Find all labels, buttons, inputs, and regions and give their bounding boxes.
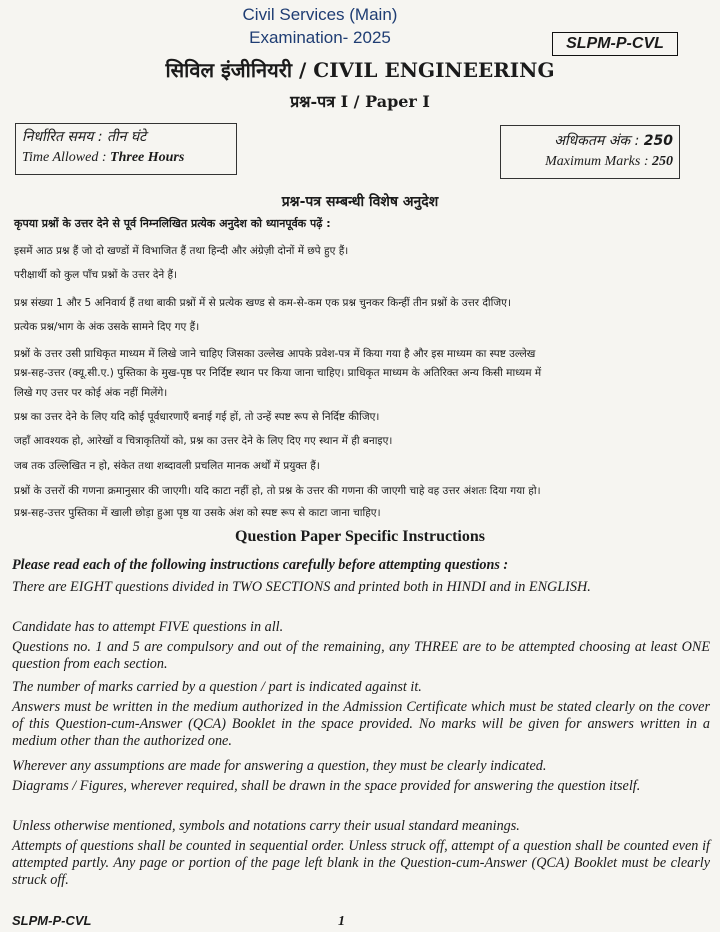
english-instruction-paragraph: Questions no. 1 and 5 are compulsory and out of the remaining, any THREE are to be attempted choosing at least ONE question from each section. [12, 639, 710, 672]
maximum-marks-english [545, 154, 673, 170]
time-allowed-hindi: निर्धारित समय : तीन घंटे [22, 129, 147, 145]
hindi-instructions-heading: प्रश्न-पत्र सम्बन्धी विशेष अनुदेश [281, 194, 439, 210]
page-number: 1 [338, 914, 345, 929]
maximum-marks-box [500, 125, 680, 179]
hindi-instruction-line: लिखे गए उत्तर पर कोई अंक नहीं मिलेंगे। [14, 387, 168, 399]
hindi-instruction-line: कृपया प्रश्नों के उत्तर देने से पूर्व निम्नलिखित प्रत्येक अनुदेश को ध्यानपूर्वक पढ़ें : [14, 217, 331, 230]
marks-hindi-label: अधिकतम अंक : [554, 133, 644, 149]
english-instruction-paragraph: Diagrams / Figures, wherever required, shall be drawn in the space provided for answering the question itself. [12, 778, 641, 794]
english-instruction-paragraph: Unless otherwise mentioned, symbols and notations carry their usual standard meanings. [12, 818, 520, 834]
time-allowed-label: Time Allowed : [22, 150, 111, 165]
hindi-instruction-line: इसमें आठ प्रश्न हैं जो दो खण्डों में विभाजित हैं तथा हिन्दी और अंग्रेज़ी दोनों में छपे हुए हैं। [14, 245, 349, 257]
marks-hindi-value: 250 [643, 133, 673, 149]
english-instruction-paragraph: There are EIGHT questions divided in TWO SECTIONS and printed both in HINDI and in ENGLISH. [12, 579, 591, 595]
hindi-instruction-line: जहाँ आवश्यक हो, आरेखों व चित्राकृतियों को, प्रश्न का उत्तर देने के लिए दिए गए स्थान में ही बनाइए। [14, 435, 393, 447]
exam-name-line2: Examination- 2025 [249, 28, 391, 47]
hindi-instruction-line: परीक्षार्थी को कुल पाँच प्रश्नों के उत्तर देने हैं। [14, 269, 178, 281]
hindi-instruction-line: जब तक उल्लिखित न हो, संकेत तथा शब्दावली प्रचलित मानक अर्थों में प्रयुक्त हैं। [14, 460, 320, 472]
hindi-instruction-line: प्रश्नों के उत्तरों की गणना क्रमानुसार की जाएगी। यदि काटा नहीं हो, तो प्रश्न के उत्तर की गणना की जाएगी चाहे वह उत्तर अंशतः दिया गया हो। [14, 485, 541, 497]
hindi-instruction-line: प्रश्न-सह-उत्तर पुस्तिका में खाली छोड़ा हुआ पृष्ठ या उसके अंश को स्पष्ट रूप से काटा जाना चाहिए। [14, 507, 381, 519]
paper-code-box: SLPM-P-CVL [552, 32, 678, 56]
english-instruction-paragraph: Attempts of questions shall be counted in sequential order. Unless struck off, attempt of a question shall be counted even if attempted partly. Any page or portion of the page left blank in the Question-cum-Answer (QCA) Booklet must be clearly struck off. [12, 838, 710, 888]
hindi-instruction-line: प्रश्न का उत्तर देने के लिए यदि कोई पूर्वधारणाएँ बनाई गई हों, तो उन्हें स्पष्ट रूप से निर्दिष्ट कीजिए। [14, 411, 380, 423]
hindi-instruction-line: प्रश्न-सह-उत्तर (क्यू.सी.ए.) पुस्तिका के मुख-पृष्ठ पर निर्दिष्ट स्थान पर किया जाना चाहिए। प्राधिकृत माध्यम के अतिरिक्त अन्य किसी माध्यम में [14, 367, 542, 379]
english-instructions-intro: Please read each of the following instructions carefully before attempting questions : [12, 557, 509, 573]
time-allowed-value: Three Hours [110, 150, 185, 165]
hindi-instruction-line: प्रश्न संख्या 1 और 5 अनिवार्य हैं तथा बाकी प्रश्नों में से प्रत्येक खण्ड से कम-से-कम एक प्रश्न चुनकर किन्हीं तीन प्रश्नों के उत्तर दीजिए। [14, 297, 511, 309]
english-instruction-paragraph: Answers must be written in the medium authorized in the Admission Certificate which must be stated clearly on the cover of this Question-cum-Answer (QCA) Booklet in the space provided. No marks will be given for answers written in a medium other than the authorized one. [12, 699, 710, 749]
paper-title: सिविल इंजीनियरी / CIVIL ENGINEERING [165, 58, 555, 82]
footer-paper-code: SLPM-P-CVL [12, 913, 92, 928]
exam-name-line1: Civil Services (Main) [242, 5, 398, 24]
hindi-instruction-line: प्रत्येक प्रश्न/भाग के अंक उसके सामने दिए गए हैं। [14, 321, 200, 333]
paper-number: प्रश्न-पत्र I / Paper I [290, 92, 430, 111]
english-instruction-paragraph: The number of marks carried by a question / part is indicated against it. [12, 679, 422, 695]
hindi-instruction-line: प्रश्नों के उत्तर उसी प्राधिकृत माध्यम में लिखे जाने चाहिए जिसका उल्लेख आपके प्रवेश-पत्र में किया गया है और इस माध्यम का स्पष्ट उल्लेख [14, 348, 536, 360]
time-allowed-box [15, 123, 237, 175]
english-instructions-heading: Question Paper Specific Instructions [235, 528, 485, 545]
maximum-marks-hindi [554, 131, 673, 150]
english-instruction-paragraph: Candidate has to attempt FIVE questions in all. [12, 619, 284, 635]
marks-english-value: 250 [652, 154, 673, 169]
english-instruction-paragraph: Wherever any assumptions are made for answering a question, they must be clearly indicated. [12, 758, 547, 774]
time-allowed-english [22, 150, 184, 166]
marks-english-label: Maximum Marks : [545, 154, 652, 169]
